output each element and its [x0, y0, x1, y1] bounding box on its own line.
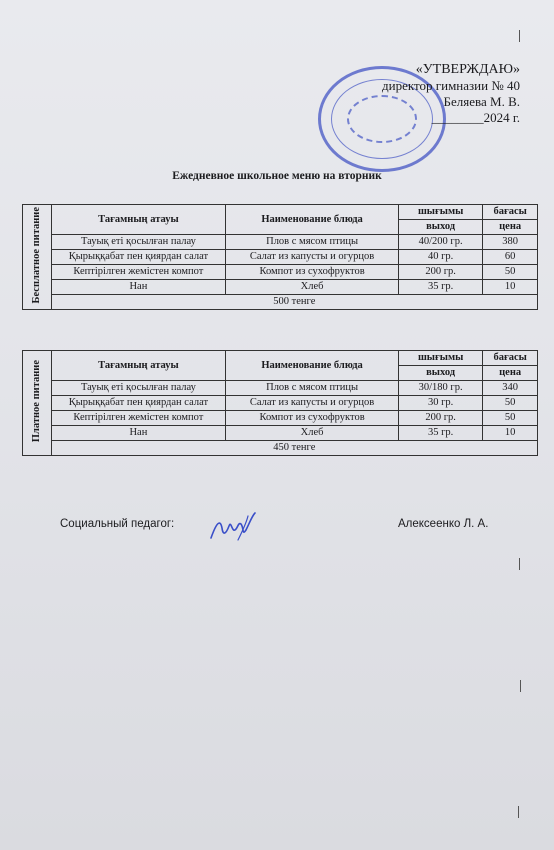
col-output-kz: шығымы	[399, 205, 483, 220]
scan-mark	[518, 806, 519, 818]
col-name-kz: Тағамның атауы	[51, 351, 226, 381]
scan-mark	[519, 30, 520, 42]
footer-role: Социальный педагог:	[60, 518, 175, 530]
col-name-kz: Тағамның атауы	[51, 205, 226, 235]
scan-mark	[519, 558, 520, 570]
col-output-ru: выход	[399, 220, 483, 235]
free-meal-table	[22, 204, 538, 310]
signature	[208, 510, 258, 544]
table-row: Тауық еті қосылған палау Плов с мясом птицы 40/200 гр. 380	[23, 235, 538, 250]
table-row: Кептірілген жемістен компот Компот из сухофруктов 200 гр. 50	[23, 265, 538, 280]
table-row: Қырыққабат пен қиярдан салат Салат из капусты и огурцов 30 гр. 50	[23, 396, 538, 411]
col-output-ru: выход	[399, 366, 483, 381]
approval-date: ________2024 г.	[431, 110, 520, 125]
approval-title: «УТВЕРЖДАЮ»	[415, 62, 520, 77]
table-row: Нан Хлеб 35 гр. 10	[23, 280, 538, 295]
menu-heading: Ежедневное школьное меню на вторник	[172, 170, 382, 182]
table-side-label: Платное питание	[23, 351, 52, 456]
table-total: 450 тенге	[51, 441, 537, 456]
col-output-kz: шығымы	[399, 351, 483, 366]
footer-name: Алексеенко Л. А.	[398, 518, 489, 530]
col-price-kz: бағасы	[483, 351, 538, 366]
col-price-ru: цена	[483, 220, 538, 235]
table-side-label: Бесплатное питание	[23, 205, 52, 310]
col-price-kz: бағасы	[483, 205, 538, 220]
paid-meal-table	[22, 350, 538, 456]
table-row: Тауық еті қосылған палау Плов с мясом птицы 30/180 гр. 340	[23, 381, 538, 396]
scan-mark	[520, 680, 521, 692]
col-name-ru: Наименование блюда	[226, 351, 399, 381]
table-row: Кептірілген жемістен компот Компот из сухофруктов 200 гр. 50	[23, 411, 538, 426]
col-price-ru: цена	[483, 366, 538, 381]
table-row: Нан Хлеб 35 гр. 10	[23, 426, 538, 441]
col-name-ru: Наименование блюда	[226, 205, 399, 235]
approval-position: директор гимназии № 40	[382, 78, 520, 93]
table-row: Қырыққабат пен қиярдан салат Салат из капусты и огурцов 40 гр. 60	[23, 250, 538, 265]
approval-block	[382, 62, 520, 126]
table-total: 500 тенге	[51, 295, 537, 310]
approval-name: Беляева М. В.	[443, 94, 520, 109]
